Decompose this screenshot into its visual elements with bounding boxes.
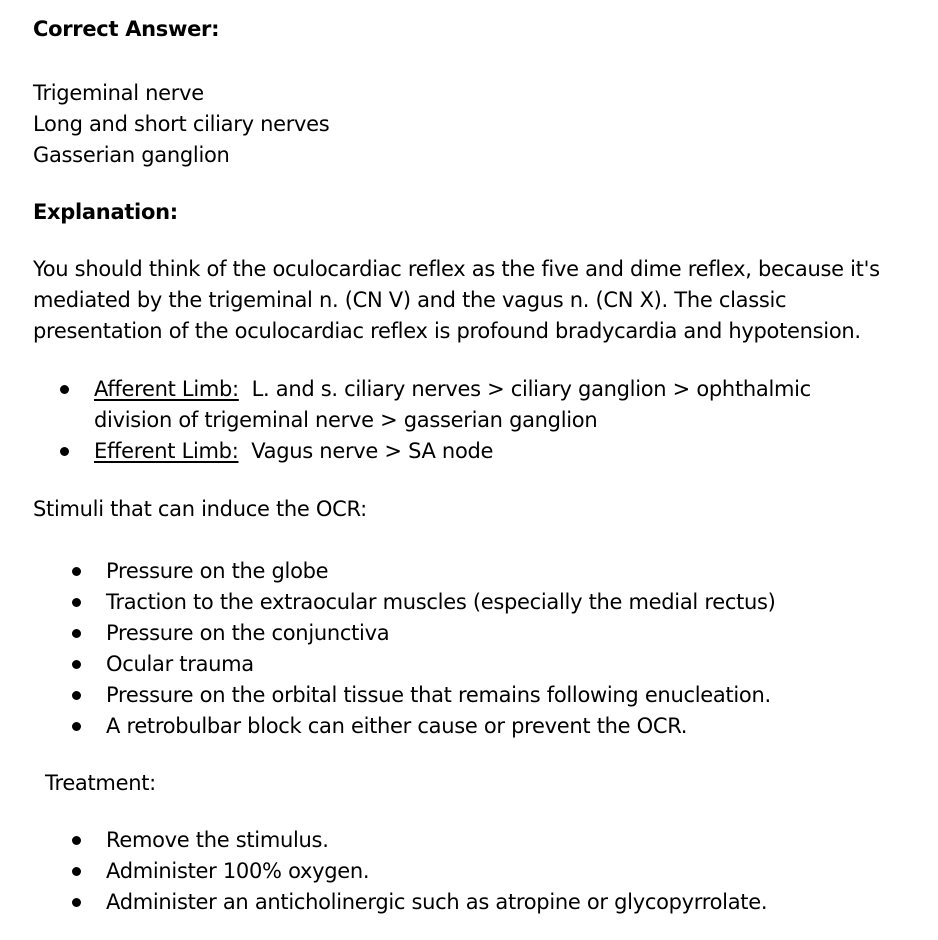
document-body — [33, 14, 913, 918]
treatment-text: Administer an anticholinergic such as atropine or glycopyrrolate. — [106, 890, 768, 914]
efferent-limb-label: Efferent Limb: — [94, 439, 239, 463]
bullet-icon — [72, 629, 81, 638]
list-item — [106, 856, 913, 887]
bullet-icon — [60, 447, 69, 456]
stimuli-list — [33, 556, 913, 742]
answer-item: Long and short ciliary nerves — [33, 112, 330, 136]
list-item — [106, 680, 913, 711]
correct-answer-heading: Correct Answer: — [33, 17, 220, 41]
answer-item: Trigeminal nerve — [33, 81, 204, 105]
treatment-list — [33, 825, 913, 918]
stimulus-text: Traction to the extraocular muscles (especially the medial rectus) — [106, 590, 776, 614]
stimulus-text: Pressure on the conjunctiva — [106, 621, 390, 645]
bullet-icon — [72, 567, 81, 576]
bullet-icon — [72, 722, 81, 731]
list-item — [106, 556, 913, 587]
reflex-limbs-list — [33, 374, 894, 467]
stimulus-text: A retrobulbar block can either cause or prevent the OCR. — [106, 714, 688, 738]
list-item — [94, 374, 894, 436]
stimulus-text: Ocular trauma — [106, 652, 254, 676]
afferent-limb-label: Afferent Limb: — [94, 377, 239, 401]
efferent-limb-text: Vagus nerve > SA node — [251, 439, 494, 463]
answer-item: Gasserian ganglion — [33, 143, 230, 167]
bullet-icon — [72, 867, 81, 876]
bullet-icon — [72, 691, 81, 700]
explanation-heading: Explanation: — [33, 200, 178, 224]
treatment-heading: Treatment: — [45, 771, 156, 795]
list-item — [94, 436, 894, 467]
bullet-icon — [72, 898, 81, 907]
list-item — [106, 587, 913, 618]
list-item — [106, 649, 913, 680]
treatment-text: Administer 100% oxygen. — [106, 859, 370, 883]
stimuli-heading: Stimuli that can induce the OCR: — [33, 497, 367, 521]
bullet-icon — [72, 836, 81, 845]
bullet-icon — [60, 385, 69, 394]
correct-answer-list — [33, 78, 913, 171]
list-item — [106, 618, 913, 649]
explanation-paragraph: You should think of the oculocardiac reflex as the five and dime reflex, because it's mediated by the trigeminal n. (CN V) and the vagus n. (CN X). The classic presentation of the oculocardiac reflex is profound bradycardia and hypotension. — [33, 257, 880, 343]
list-item — [106, 887, 913, 918]
stimulus-text: Pressure on the globe — [106, 559, 329, 583]
list-item — [106, 825, 913, 856]
bullet-icon — [72, 660, 81, 669]
list-item — [106, 711, 913, 742]
stimulus-text: Pressure on the orbital tissue that remains following enucleation. — [106, 683, 771, 707]
treatment-text: Remove the stimulus. — [106, 828, 329, 852]
bullet-icon — [72, 598, 81, 607]
afferent-limb-text: L. and s. ciliary nerves > ciliary ganglion > ophthalmic division of trigeminal nerve > gasserian ganglion — [94, 377, 811, 432]
